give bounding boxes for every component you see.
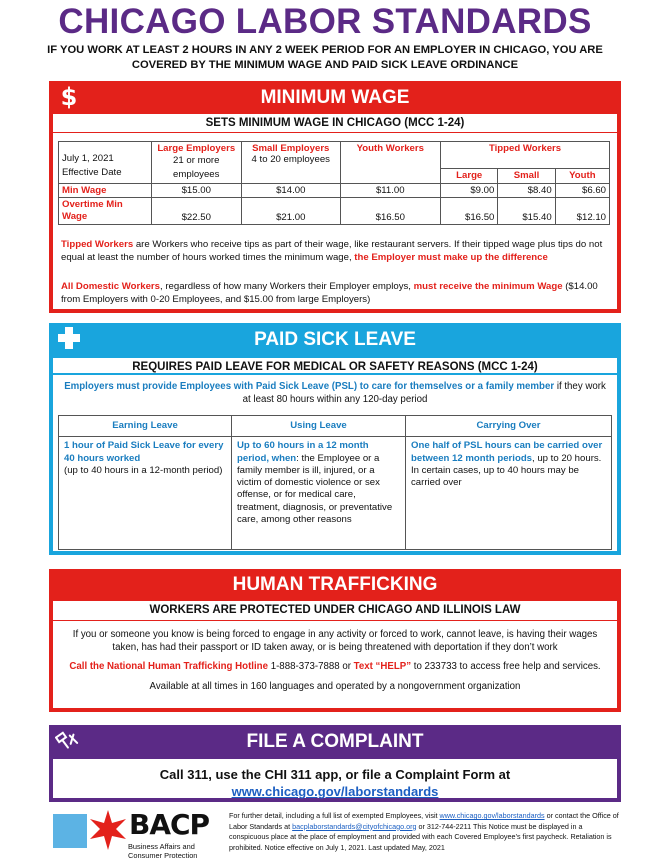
page-title: CHICAGO LABOR STANDARDS: [58, 2, 592, 41]
carrying-over-rest: , up to 20 hours. In certain cases, up to 40 hours may be carried over: [411, 452, 602, 489]
tipped-small-header: Small: [498, 169, 555, 184]
hotline-number: 1-888-373-7888 or: [268, 661, 354, 673]
using-leave-bold: Up to 60 hours in a 12 month period, when: [237, 440, 369, 464]
table-row: [59, 416, 612, 437]
text-help-rest: to 233733 to access free help and services.: [411, 661, 601, 673]
min-wage-tipped-small: $8.40: [498, 184, 555, 198]
tipped-note-body: are Workers who receive tips as part of their wage, like restaurant servers. If their tipped wage plus tips do not equal at least the number of hours worked times the minimum wage,: [61, 239, 603, 263]
large-employers-header: [151, 142, 241, 184]
table-row: [59, 184, 610, 198]
overtime-wage-tipped-youth: $12.10: [555, 198, 609, 225]
large-employers-desc: 21 or more employees: [173, 155, 220, 180]
domestic-note-body: , regardless of how many Workers their Employer employs,: [160, 281, 414, 292]
earning-leave-header: Earning Leave: [59, 416, 232, 437]
small-employers-header: [241, 142, 340, 184]
carrying-over-cell: [406, 437, 612, 550]
tipped-youth-header: Youth: [555, 169, 609, 184]
minimum-wage-section: [49, 81, 621, 313]
bacp-logo-caption: [128, 843, 197, 860]
overtime-wage-youth: $16.50: [340, 198, 441, 225]
paid-sick-leave-intro: [53, 375, 617, 406]
psl-intro-rest: if they work at least 80 hours within any 120-day period: [242, 381, 606, 405]
plus-icon: [57, 326, 81, 350]
footer-note-part3: or 312-744-2211 This Notice must be displayed in a conspicuous place at the place of employment and provided with each Covered Employee’s first paycheck. Retaliation is prohibited. Notice effective on July 1, 2021. Last updated May, 2021: [229, 821, 612, 852]
hotline-label: Call the National Human Trafficking Hotline: [69, 661, 268, 673]
table-row: [59, 198, 610, 225]
domestic-note-tail: ($14.00 from Employers with 0-20 Employees, and $15.00 from large Employers): [61, 281, 598, 305]
minimum-wage-header: [49, 81, 621, 114]
using-leave-header: Using Leave: [232, 416, 406, 437]
minimum-wage-subheading: SETS MINIMUM WAGE IN CHICAGO (MCC 1-24): [53, 114, 617, 133]
bacp-logo-text: BACP: [129, 808, 210, 841]
tipped-note-tail: the Employer must make up the difference: [354, 251, 548, 263]
overtime-wage-large: $22.50: [151, 198, 241, 225]
minimum-wage-heading: MINIMUM WAGE: [260, 86, 410, 108]
bacp-caption-line2: Consumer Protection: [128, 850, 198, 860]
min-wage-tipped-large: $9.00: [441, 184, 498, 198]
dollar-icon: [57, 84, 81, 108]
domestic-workers-note: [61, 281, 611, 306]
table-row: [59, 437, 612, 550]
tipped-workers-note: [61, 239, 611, 264]
human-trafficking-para1: If you or someone you know is being forced to engage in any activity or forced to work, cannot leave, is having their wages taken, has had their passport or ID taken away, or is being threatened with deportation if they don’t work: [72, 629, 598, 654]
overtime-wage-label: Overtime Min Wage: [59, 198, 152, 225]
effective-date-cell: [59, 142, 152, 184]
paid-sick-leave-header: [49, 323, 621, 356]
min-wage-small: $14.00: [241, 184, 340, 198]
table-row: [59, 142, 610, 169]
using-leave-cell: [232, 437, 406, 550]
text-help-label: Text “HELP”: [353, 661, 412, 673]
file-complaint-section: [49, 725, 621, 802]
tipped-large-header: Large: [441, 169, 498, 184]
min-wage-youth: $11.00: [340, 184, 441, 198]
human-trafficking-section: [49, 569, 621, 712]
minimum-wage-table: [58, 141, 610, 225]
paid-sick-leave-subheading: REQUIRES PAID LEAVE FOR MEDICAL OR SAFETY REASONS (MCC 1-24): [49, 356, 621, 375]
domestic-note-lead: All Domestic Workers: [61, 281, 160, 292]
effective-date-label: Effective Date: [62, 167, 122, 178]
paid-sick-leave-heading: PAID SICK LEAVE: [254, 328, 416, 350]
large-employers-title: Large Employers: [157, 143, 236, 154]
human-trafficking-subheading: WORKERS ARE PROTECTED UNDER CHICAGO AND ILLINOIS LAW: [53, 601, 617, 621]
min-wage-label: Min Wage: [59, 184, 152, 198]
paid-sick-leave-section: [49, 323, 621, 555]
bacp-caption-line1: Business Affairs and: [128, 842, 195, 851]
file-complaint-line1: Call 311, use the CHI 311 app, or file a Complaint Form at: [159, 767, 511, 782]
file-complaint-header: [49, 725, 621, 759]
min-wage-large: $15.00: [151, 184, 241, 198]
carrying-over-bold: One half of PSL hours can be carried over between 12 month periods: [411, 440, 603, 464]
overtime-wage-tipped-large: $16.50: [441, 198, 498, 225]
svg-text:$: $: [60, 83, 78, 109]
human-trafficking-hotline: [59, 660, 611, 673]
human-trafficking-header: [49, 569, 621, 601]
domestic-note-red: must receive the minimum Wage: [413, 281, 563, 292]
footer-note: [229, 811, 624, 853]
youth-workers-header: Youth Workers: [340, 142, 441, 184]
human-trafficking-para3: Available at all times in 160 languages and operated by a nongovernment organization: [149, 680, 521, 692]
bacp-logo-square: [53, 814, 87, 848]
small-employers-desc: 4 to 20 employees: [251, 154, 330, 165]
gavel-icon: [55, 730, 79, 754]
chicago-star-icon: [86, 808, 130, 852]
tipped-workers-header: Tipped Workers: [441, 142, 610, 169]
small-employers-title: Small Employers: [252, 143, 330, 154]
overtime-wage-tipped-small: $15.40: [498, 198, 555, 225]
footer-note-part1: For further detail, including a full list of exempted Employees, visit: [229, 811, 440, 820]
footer-labor-standards-link[interactable]: www.chicago.gov/laborstandards: [439, 811, 545, 820]
human-trafficking-body: [53, 621, 617, 693]
effective-date: July 1, 2021: [62, 153, 114, 164]
footer-note-part2: or contact the Office of Labor Standards at: [229, 811, 619, 831]
carrying-over-header: Carrying Over: [406, 416, 612, 437]
min-wage-tipped-youth: $6.60: [555, 184, 609, 198]
file-complaint-text: [53, 759, 617, 800]
paid-sick-leave-table: [58, 415, 612, 550]
human-trafficking-heading: HUMAN TRAFFICKING: [232, 574, 438, 595]
footer-email-link[interactable]: bacplaborstandards@cityofchicago.org: [292, 821, 417, 831]
earning-leave-cell: [59, 437, 232, 550]
page-subtitle: IF YOU WORK AT LEAST 2 HOURS IN ANY 2 WEEK PERIOD FOR AN EMPLOYER IN CHICAGO, YOU ARE COVERED BY THE MINIMUM WAGE AND PAID SICK LEAVE ORDINANCE: [47, 44, 603, 71]
tipped-note-lead: Tipped Workers: [61, 239, 134, 250]
earning-leave-bold: 1 hour of Paid Sick Leave for every 40 hours worked: [64, 440, 224, 464]
overtime-wage-small: $21.00: [241, 198, 340, 225]
file-complaint-heading: FILE A COMPLAINT: [246, 731, 424, 752]
earning-leave-rest: (up to 40 hours in a 12-month period): [64, 464, 223, 476]
psl-intro-bold: Employers must provide Employees with Paid Sick Leave (PSL) to care for themselves or a family member: [64, 381, 555, 392]
labor-standards-link[interactable]: www.chicago.gov/laborstandards: [231, 784, 439, 799]
using-leave-rest: : the Employee or a family member is ill, injured, or a victim of domestic violence or sex offense, or for medical care, treatment, diagnosis, or preventative care, among other reasons: [237, 452, 393, 526]
